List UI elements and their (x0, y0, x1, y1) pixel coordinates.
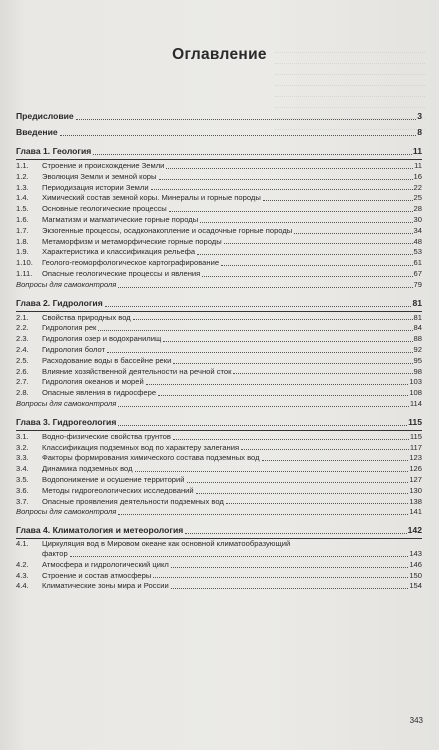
dot-leader (200, 222, 412, 223)
dot-leader (158, 395, 408, 396)
toc-item[interactable] (16, 246, 422, 257)
toc-item[interactable] (16, 463, 422, 474)
toc-item[interactable] (16, 322, 422, 333)
item-title: Гидрология рек (42, 323, 97, 333)
toc-item[interactable] (16, 366, 422, 377)
item-number: 2.8. (16, 388, 29, 398)
toc-item[interactable] (16, 192, 422, 203)
toc-item[interactable] (16, 355, 422, 366)
dot-leader (262, 460, 409, 461)
chapter-page: 115 (408, 416, 422, 427)
item-number: 1.7. (16, 225, 29, 235)
item-page: 81 (413, 312, 422, 322)
dot-leader (118, 514, 408, 515)
chapter-page: 142 (407, 525, 422, 536)
item-title-cont: фактор (42, 548, 68, 558)
item-number: 2.2. (16, 323, 29, 333)
item-page: 22 (413, 182, 422, 192)
item-number: 3.4. (16, 464, 29, 474)
dot-leader (221, 265, 412, 266)
dot-leader (185, 533, 406, 534)
item-page: 150 (409, 570, 422, 580)
dot-leader (135, 471, 409, 472)
item-text-block (42, 539, 422, 559)
chapter-title: Глава 1. Геология (16, 146, 92, 157)
item-page: 67 (413, 268, 422, 278)
toc-item[interactable] (16, 559, 422, 570)
item-title: Гидрология океанов и морей (42, 377, 144, 387)
dot-leader (196, 493, 409, 494)
page-title: Оглавление (172, 46, 267, 63)
item-page: 115 (409, 431, 422, 441)
item-page: 146 (409, 559, 422, 569)
item-number: 4.3. (16, 570, 29, 580)
dot-leader (163, 341, 412, 342)
dot-leader (197, 254, 412, 255)
questions-title: Вопросы для самоконтроля (16, 279, 117, 289)
item-page: 103 (409, 377, 422, 387)
questions-page: 79 (413, 279, 422, 289)
item-page: 25 (413, 193, 422, 203)
item-page: 30 (413, 214, 422, 224)
item-number: 4.2. (16, 559, 29, 569)
self-check-questions[interactable] (16, 506, 422, 517)
dot-leader (294, 233, 412, 234)
item-title: Водно-физические свойства грунтов (42, 431, 171, 441)
item-title: Циркуляция вод в Мировом океане как основной климатообразующий (42, 539, 291, 549)
item-number: 1.3. (16, 182, 29, 192)
entry-page: 3 (417, 111, 422, 122)
item-number: 1.9. (16, 247, 29, 257)
item-title: Экзогенные процессы, осадконакопление и осадочные горные породы (42, 225, 293, 235)
chapter-heading[interactable] (16, 414, 422, 428)
item-number: 3.7. (16, 496, 29, 506)
item-title: Опасные геологические процессы и явления (42, 268, 201, 278)
dot-leader (159, 179, 413, 180)
questions-page: 114 (409, 398, 422, 408)
toc-item[interactable] (16, 333, 422, 344)
dot-leader (173, 363, 412, 364)
item-number: 1.6. (16, 214, 29, 224)
item-title: Характеристика и классификация рельефа (42, 247, 196, 257)
dot-leader (70, 556, 409, 557)
item-number: 2.3. (16, 334, 29, 344)
toc-item[interactable] (16, 376, 422, 387)
item-number: 2.1. (16, 312, 29, 322)
dot-leader (76, 119, 417, 120)
dot-leader (146, 384, 409, 385)
chapter-heading[interactable] (16, 522, 422, 536)
dot-leader (118, 425, 407, 426)
toc-entry[interactable] (16, 106, 422, 122)
item-title: Свойства природных вод (42, 312, 131, 322)
item-page: 123 (409, 453, 422, 463)
dot-leader (233, 373, 412, 374)
dot-leader (263, 200, 413, 201)
chapter-page: 81 (412, 297, 422, 308)
entry-title: Предисловие (16, 111, 74, 122)
item-number: 1.2. (16, 171, 29, 181)
toc-item[interactable] (16, 182, 422, 193)
self-check-questions[interactable] (16, 398, 422, 409)
item-page: 95 (413, 355, 422, 365)
item-title: Климатические зоны мира и России (42, 581, 169, 591)
item-number: 3.2. (16, 442, 29, 452)
chapter-heading[interactable] (16, 295, 422, 309)
item-title: Методы гидрогеологических исследований (42, 485, 194, 495)
toc-item[interactable] (16, 539, 422, 559)
chapter-title: Глава 2. Гидрология (16, 297, 103, 308)
dot-leader (118, 287, 412, 288)
toc-item[interactable] (16, 387, 422, 398)
item-page: 98 (413, 366, 422, 376)
chapter-title: Глава 3. Гидрогеология (16, 416, 117, 427)
item-page: 92 (413, 344, 422, 354)
dot-leader (166, 168, 413, 169)
toc-item[interactable] (16, 225, 422, 236)
toc-item[interactable] (16, 474, 422, 485)
toc-item[interactable] (16, 268, 422, 279)
dot-leader (98, 330, 412, 331)
dot-leader (60, 135, 417, 136)
item-title: Магматизм и магматические горные породы (42, 214, 199, 224)
self-check-questions[interactable] (16, 279, 422, 290)
entry-title: Введение (16, 127, 58, 138)
item-title: Метаморфизм и метаморфические горные породы (42, 236, 222, 246)
toc-item[interactable] (16, 496, 422, 507)
chapter-title: Глава 4. Климатология и метеорология (16, 525, 184, 536)
item-page: 143 (409, 548, 422, 558)
toc-item[interactable] (16, 214, 422, 225)
questions-title: Вопросы для самоконтроля (16, 507, 117, 517)
item-title: Гидрология болот (42, 344, 106, 354)
dot-leader (226, 503, 408, 504)
item-number: 2.5. (16, 355, 29, 365)
item-page: 154 (409, 581, 422, 591)
dot-leader (105, 306, 412, 307)
dot-leader (133, 319, 413, 320)
questions-page: 141 (409, 507, 422, 517)
item-number: 1.4. (16, 193, 29, 203)
dot-leader (202, 276, 412, 277)
chapter-heading[interactable] (16, 143, 422, 157)
item-title: Гидрология озер и водохранилищ (42, 334, 162, 344)
item-number: 2.6. (16, 366, 29, 376)
dot-leader (187, 482, 409, 483)
toc-item[interactable] (16, 257, 422, 268)
dot-leader (169, 211, 413, 212)
item-title: Геолого-геоморфологическое картографирование (42, 258, 220, 268)
table-of-contents (16, 106, 422, 591)
item-number: 2.4. (16, 344, 29, 354)
item-number: 2.7. (16, 377, 29, 387)
item-title: Расходование воды в бассейне реки (42, 355, 172, 365)
toc-item[interactable] (16, 203, 422, 214)
dot-leader (241, 449, 409, 450)
item-title: Строение и происхождение Земли (42, 161, 165, 170)
dot-leader (118, 406, 409, 407)
toc-item[interactable] (16, 431, 422, 442)
dot-leader (171, 567, 409, 568)
item-page: 127 (409, 474, 422, 484)
item-page: 126 (409, 464, 422, 474)
dot-leader (173, 439, 409, 440)
toc-item[interactable] (16, 485, 422, 496)
dot-leader (224, 243, 413, 244)
item-page: 16 (413, 171, 422, 181)
item-page: 84 (413, 323, 422, 333)
toc-item[interactable] (16, 442, 422, 453)
item-number: 1.11. (16, 268, 33, 278)
toc-item[interactable] (16, 171, 422, 182)
item-page: 34 (413, 225, 422, 235)
entry-page: 8 (417, 127, 422, 138)
toc-item[interactable] (16, 160, 422, 171)
item-title: Химический состав земной коры. Минералы и горные породы (42, 193, 261, 203)
questions-title: Вопросы для самоконтроля (16, 398, 117, 408)
item-page: 53 (413, 247, 422, 257)
dot-leader (151, 189, 413, 190)
chapter-page: 11 (412, 146, 422, 157)
item-page: 28 (413, 204, 422, 214)
page-number: 343 (409, 716, 423, 725)
item-title: Динамика подземных вод (42, 464, 133, 474)
item-number: 3.5. (16, 474, 29, 484)
item-title: Атмосфера и гидрологический цикл (42, 559, 169, 569)
item-number: 1.10. (16, 258, 33, 268)
dot-leader (93, 154, 412, 155)
toc-item[interactable] (16, 570, 422, 581)
item-page: 130 (409, 485, 422, 495)
item-title: Классификация подземных вод по характеру залегания (42, 442, 240, 452)
item-page: 88 (413, 334, 422, 344)
item-number: 1.5. (16, 204, 29, 214)
dot-leader (153, 577, 408, 578)
item-title: Периодизация истории Земли (42, 182, 149, 192)
toc-item[interactable] (16, 580, 422, 591)
item-title: Основные геологические процессы (42, 204, 167, 214)
item-number: 4.4. (16, 581, 29, 591)
dot-leader (107, 352, 412, 353)
item-page: 61 (413, 258, 422, 268)
item-number: 1.8. (16, 236, 29, 246)
item-number: 3.6. (16, 485, 29, 495)
item-page: 117 (409, 442, 422, 452)
dot-leader (171, 588, 409, 589)
item-title: Влияние хозяйственной деятельности на речной сток (42, 366, 232, 376)
item-page: 138 (409, 496, 422, 506)
toc-item[interactable] (16, 452, 422, 463)
toc-item[interactable] (16, 312, 422, 323)
item-number: 3.1. (16, 431, 29, 441)
item-title: Факторы формирования химического состава подземных вод (42, 453, 260, 463)
item-title: Опасные явления в гидросфере (42, 388, 157, 398)
toc-entry[interactable] (16, 122, 422, 138)
item-number: 1.1. (16, 161, 29, 170)
item-page: 11 (414, 161, 422, 170)
item-number: 4.1. (16, 539, 29, 549)
item-title: Эволюция Земли и земной коры (42, 171, 157, 181)
item-page: 48 (413, 236, 422, 246)
item-title: Водопонижение и осушение территорий (42, 474, 185, 484)
item-page: 108 (409, 388, 422, 398)
item-title: Строение и состав атмосферы (42, 570, 152, 580)
toc-item[interactable] (16, 236, 422, 247)
item-title: Опасные проявления деятельности подземных вод (42, 496, 224, 506)
toc-item[interactable] (16, 344, 422, 355)
item-number: 3.3. (16, 453, 29, 463)
